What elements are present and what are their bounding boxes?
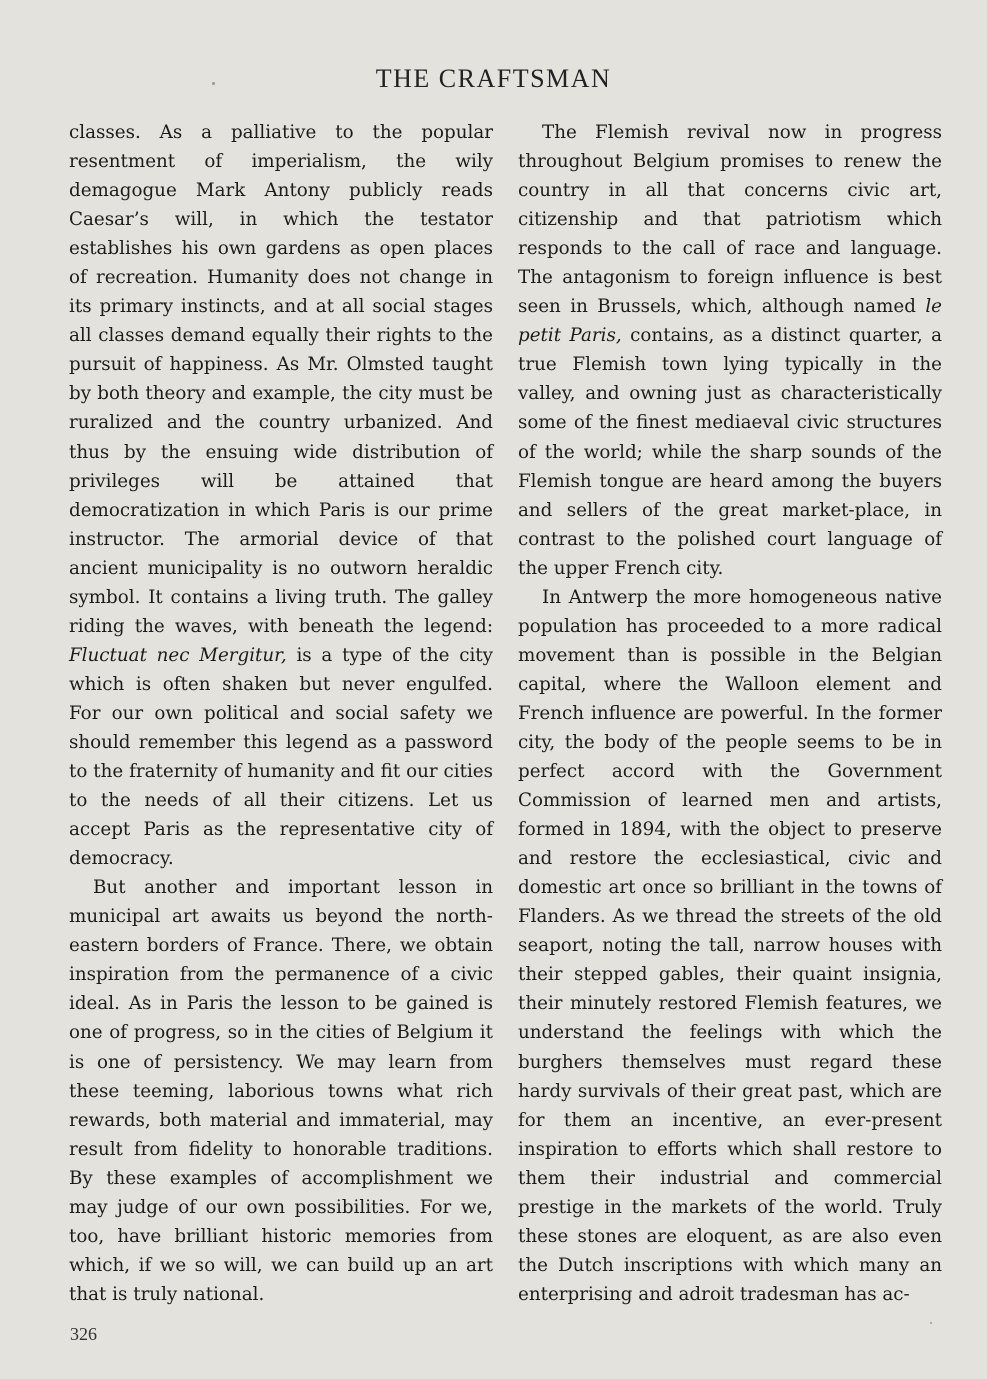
paragraph: But another and important lesson in municipal art awaits us beyond the north-eastern borders of France. There, we obtain inspiration from the permanence of a civic ideal. As in Paris the lesson to be gained is one of progress, so in the cities of Belgium it is one of persistency. We may learn from these teeming, laborious towns what rich rewards, both material and immaterial, may result from fidelity to honorable traditions. By these examples of accomplishment we may judge of our own possibilities. For we, too, have brilliant historic memories from which, if we so will, we can build up an art that is truly national.	[69, 877, 493, 1305]
french-nickname: le petit Paris,	[518, 296, 942, 347]
paragraph-text: is a type of the city which is often shaken but never engulfed. For our own political and social safety we should remember this legend as a password to the fraternity of humanity and fit our cities to the needs of all their citizens. Let us accept Paris as the representative city of democracy.	[69, 644, 493, 870]
paragraph	[69, 118, 493, 873]
paragraph-text: The Flemish revival now in progress throughout Belgium promises to renew the country in all that concerns civic art, citizenship and that patriotism which responds to the call of race and language. The antagonism to foreign influence is best seen in Brussels, which, although named	[518, 122, 942, 318]
paragraph	[518, 118, 942, 583]
right-column	[518, 118, 942, 1309]
page-number: 326	[70, 1324, 97, 1344]
latin-motto: Fluctuat nec Mergitur,	[69, 644, 287, 666]
paragraph-text: classes. As a palliative to the popular resentment of imperialism, the wily demagogue Mark Antony publicly reads Caesar’s will, in which the testator establishes his own gardens as open places of recreation. Humanity does not change in its primary instincts, and at all social stages all classes demand equally their rights to the pursuit of happiness. As Mr. Olmsted taught by both theory and example, the city must be ruralized and the country urbanized. And thus by the ensuing wide distribution of privileges will be attained that democratization in which Paris is our prime instructor. The armorial device of that ancient municipality is no outworn heraldic symbol. It contains a living truth. The galley riding the waves, with beneath the legend:	[69, 122, 493, 637]
paragraph: In Antwerp the more homogeneous native population has proceeded to a more radical movement than is possible in the Belgian capital, where the Walloon element and French influence are powerful. In the former city, the body of the people seems to be in perfect accord with the Government Commission of learned men and artists, formed in 1894, with the object to preserve and restore the ecclesiastical, civic and domestic art once so brilliant in the towns of Flanders. As we thread the streets of the old seaport, noting the tall, narrow houses with their stepped gables, their quaint insignia, their minutely restored Flemish features, we understand the feelings with which the burghers themselves must regard these hardy survivals of their great past, which are for them an incentive, an ever-present inspiration to efforts which shall restore to them their industrial and commercial prestige in the markets of the world. Truly these stones are eloquent, as are also even the Dutch inscriptions with which many an enterprising and adroit tradesman has ac-	[518, 586, 942, 1305]
paper-speck	[930, 1322, 932, 1324]
paper-speck	[212, 82, 215, 85]
paragraph-text: contains, as a distinct quarter, a true Flemish town lying typically in the valley, and owning just as characteristically some of the finest mediaeval civic structures of the world; while the sharp sounds of the Flemish tongue are heard among the buyers and sellers of the great market-place, in contrast to the polished court language of the upper French city.	[518, 325, 943, 579]
left-column	[69, 118, 493, 1309]
running-header: THE CRAFTSMAN	[375, 64, 612, 93]
